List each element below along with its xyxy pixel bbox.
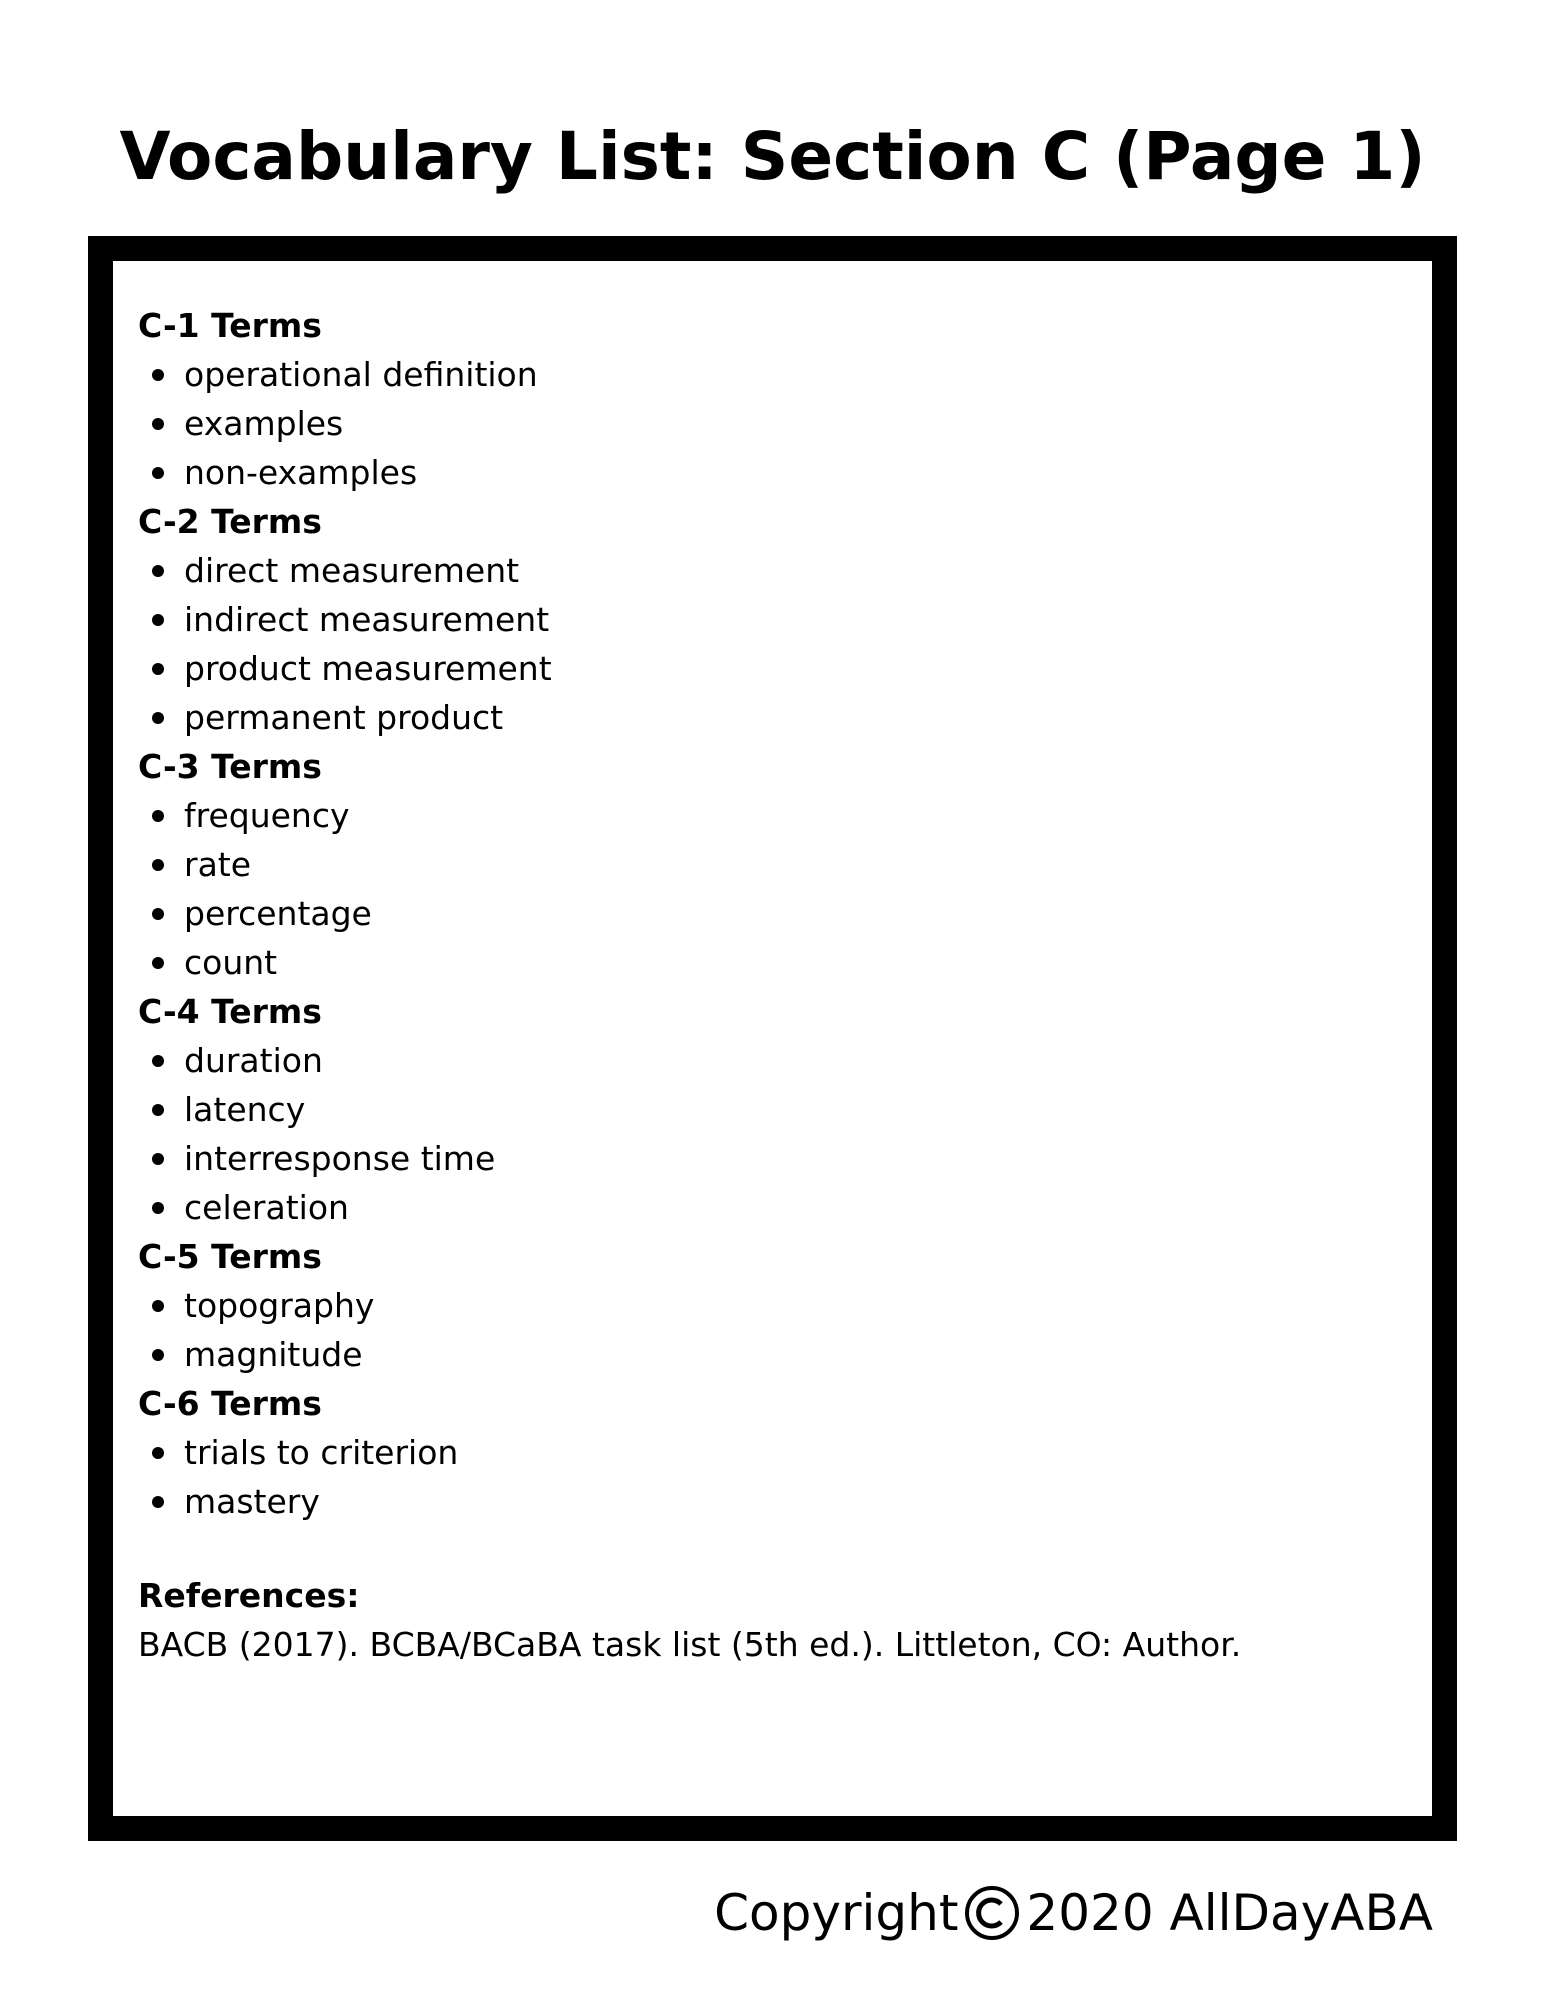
term-text: direct measurement	[184, 551, 520, 590]
section-c6	[138, 1379, 1388, 1526]
term-text: count	[184, 943, 278, 982]
copyright-notice	[714, 1878, 1433, 1948]
list-item	[138, 644, 1388, 693]
term-text: operational definition	[184, 355, 538, 394]
section-c5	[138, 1232, 1388, 1379]
reference-citation: BACB (2017). BCBA/BCaBA task list (5th ed.). Littleton, CO: Author.	[138, 1625, 1242, 1664]
list-item	[138, 1085, 1388, 1134]
copyright-circle-c-icon	[964, 1885, 1020, 1941]
list-item	[138, 1477, 1388, 1526]
bullet-icon	[152, 712, 164, 724]
list-item	[138, 399, 1388, 448]
bullet-icon	[152, 1153, 164, 1165]
term-text: duration	[184, 1041, 323, 1080]
list-item	[138, 595, 1388, 644]
bullet-icon	[152, 565, 164, 577]
references-section	[138, 1571, 1388, 1669]
bullet-icon	[152, 467, 164, 479]
list-item	[138, 791, 1388, 840]
bullet-icon	[152, 1104, 164, 1116]
bullet-icon	[152, 418, 164, 430]
list-item	[138, 448, 1388, 497]
term-text: rate	[184, 845, 252, 884]
term-text: celeration	[184, 1188, 349, 1227]
term-text: mastery	[184, 1482, 320, 1521]
bullet-icon	[152, 663, 164, 675]
term-text: trials to criterion	[184, 1433, 459, 1472]
term-list	[138, 1281, 1388, 1379]
term-text: examples	[184, 404, 344, 443]
copyright-symbol-svg	[964, 1885, 1020, 1941]
term-text: frequency	[184, 796, 350, 835]
term-text: latency	[184, 1090, 306, 1129]
section-heading: C-2 Terms	[138, 502, 322, 541]
list-item	[138, 1281, 1388, 1330]
bullet-icon	[152, 1349, 164, 1361]
list-item	[138, 1428, 1388, 1477]
term-list	[138, 1428, 1388, 1526]
section-c4	[138, 987, 1388, 1232]
list-item	[138, 693, 1388, 742]
section-heading: C-1 Terms	[138, 306, 322, 345]
list-item	[138, 1036, 1388, 1085]
term-text: non-examples	[184, 453, 418, 492]
list-item	[138, 546, 1388, 595]
list-item	[138, 1330, 1388, 1379]
list-item	[138, 350, 1388, 399]
copyright-prefix: Copyright	[714, 1884, 959, 1942]
section-c1	[138, 301, 1388, 497]
bullet-icon	[152, 369, 164, 381]
section-heading: C-5 Terms	[138, 1237, 322, 1276]
bullet-icon	[152, 1202, 164, 1214]
copyright-circle	[967, 1888, 1017, 1938]
section-heading: C-6 Terms	[138, 1384, 322, 1423]
page-title: Vocabulary List: Section C (Page 1)	[119, 118, 1426, 195]
section-c2	[138, 497, 1388, 742]
term-list	[138, 791, 1388, 987]
copyright-c-letter	[979, 1900, 1001, 1926]
section-heading: C-4 Terms	[138, 992, 322, 1031]
copyright-suffix: 2020 AllDayABA	[1026, 1884, 1433, 1942]
bullet-icon	[152, 1447, 164, 1459]
term-text: magnitude	[184, 1335, 363, 1374]
term-list	[138, 546, 1388, 742]
term-text: product measurement	[184, 649, 552, 688]
bullet-icon	[152, 614, 164, 626]
bullet-icon	[152, 859, 164, 871]
bullet-icon	[152, 1300, 164, 1312]
term-list	[138, 1036, 1388, 1232]
section-c3	[138, 742, 1388, 987]
term-text: percentage	[184, 894, 372, 933]
list-item	[138, 889, 1388, 938]
bullet-icon	[152, 957, 164, 969]
vocabulary-terms	[138, 301, 1388, 1526]
term-text: permanent product	[184, 698, 504, 737]
term-text: indirect measurement	[184, 600, 550, 639]
bullet-icon	[152, 810, 164, 822]
bullet-icon	[152, 908, 164, 920]
list-item	[138, 840, 1388, 889]
list-item	[138, 938, 1388, 987]
term-text: interresponse time	[184, 1139, 496, 1178]
term-list	[138, 350, 1388, 497]
list-item	[138, 1134, 1388, 1183]
term-text: topography	[184, 1286, 375, 1325]
list-item	[138, 1183, 1388, 1232]
bullet-icon	[152, 1496, 164, 1508]
references-heading: References:	[138, 1576, 360, 1615]
section-heading: C-3 Terms	[138, 747, 322, 786]
bullet-icon	[152, 1055, 164, 1067]
